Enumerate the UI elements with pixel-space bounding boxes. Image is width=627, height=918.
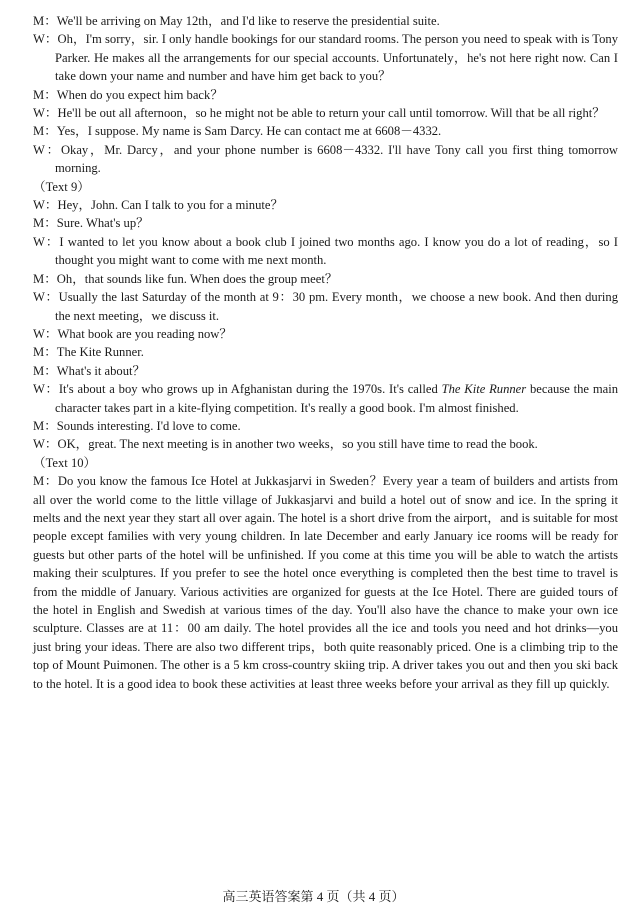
- line-6: W：Okay，Mr. Darcy，and your phone number is 6608－4332. I'll have Tony call you first thing tomorrow morning.: [33, 142, 618, 176]
- text-9-heading: （Text 9）: [33, 179, 90, 194]
- line-8: W：Hey，John. Can I talk to you for a minute？: [33, 198, 284, 213]
- book-title: The Kite Runner: [441, 382, 527, 397]
- line-11: M：Oh，that sounds like fun. When does the group meet？: [33, 271, 338, 286]
- line-14: M：The Kite Runner.: [33, 345, 144, 360]
- line-18: W：OK，great. The next meeting is in another two weeks，so you still have time to read the book.: [33, 437, 538, 452]
- line-12: W：Usually the last Saturday of the month at 9：30 pm. Every month，we choose a new book. And then during the next meeting，we discuss it.: [33, 290, 618, 323]
- text-10-monologue: M：Do you know the famous Ice Hotel at Jukkasjarvi in Sweden？Every year a team of builders and artists from all over the world come to the little village of Jukkasjarvi and build a hotel out of snow and ice. In the spring it melts and the next year they start all over again. The hotel is a short drive from the airport，and is suitable for most people except families with very young children. In late December and early January ice rooms will be ready for guests but other parts of the hotel will be unfinished. If you come at this time you will be able to watch the artists making their sculptures. If you prefer to see the hotel once everything is completed then the best time to travel is from the middle of January. Various activities are organized for guests at the Ice Hotel. There are guided tours of the hotel in English and Swedish at various times of the day. You'll also have the chance to make your own ice sculpture. Classes are at 11：00 am daily. The hotel provides all the ice and tools you need and hot drinks—you just bring your ideas. There are also two different trips，both quite reasonably priced. One is a climbing trip to the top of Mount Puimonen. The other is a 5 km cross-country skiing trip. A driver takes you out and then you ski back to the hotel. It is a good idea to book these activities at least three weeks before your arrival as they fill up quickly.: [33, 474, 619, 691]
- line-1: M：We'll be arriving on May 12th，and I'd like to reserve the presidential suite.: [33, 14, 440, 28]
- line-15: M：What's it about？: [33, 363, 146, 378]
- line-16: W：It's about a boy who grows up in Afghanistan during the 1970s. It's called The Kite Runner because the main character takes part in a kite-flying competition. It's really a good book. I'm almost finished.: [33, 382, 619, 415]
- page-footer: 高三英语答案第 4 页（共 4 页）: [222, 889, 405, 904]
- line-5: M：Yes，I suppose. My name is Sam Darcy. He can contact me at 6608－4332.: [33, 124, 442, 139]
- line-2: W：Oh，I'm sorry，sir. I only handle bookings for our standard rooms. The person you need to speak with is Tony Parker. He makes all the arrangements for our special accounts. Unfortunately，he's not here right now. Can I take down your name and number and have him get back to you？: [33, 32, 619, 84]
- line-17: M：Sounds interesting. I'd love to come.: [33, 418, 241, 433]
- line-9: M：Sure. What's up？: [33, 216, 149, 231]
- line-4: W：He'll be out all afternoon，so he might not be able to return your call until tomorrow. Will that be all right？: [33, 106, 605, 121]
- line-3: M：When do you expect him back？: [33, 87, 223, 102]
- transcript-page: [33, 12, 618, 693]
- text-10-heading: （Text 10）: [33, 455, 97, 470]
- line-10: W：I wanted to let you know about a book club I joined two months ago. I know you do a lot of reading，so I thought you might want to come with me next month.: [33, 234, 618, 268]
- line-13: W：What book are you reading now？: [33, 326, 232, 341]
